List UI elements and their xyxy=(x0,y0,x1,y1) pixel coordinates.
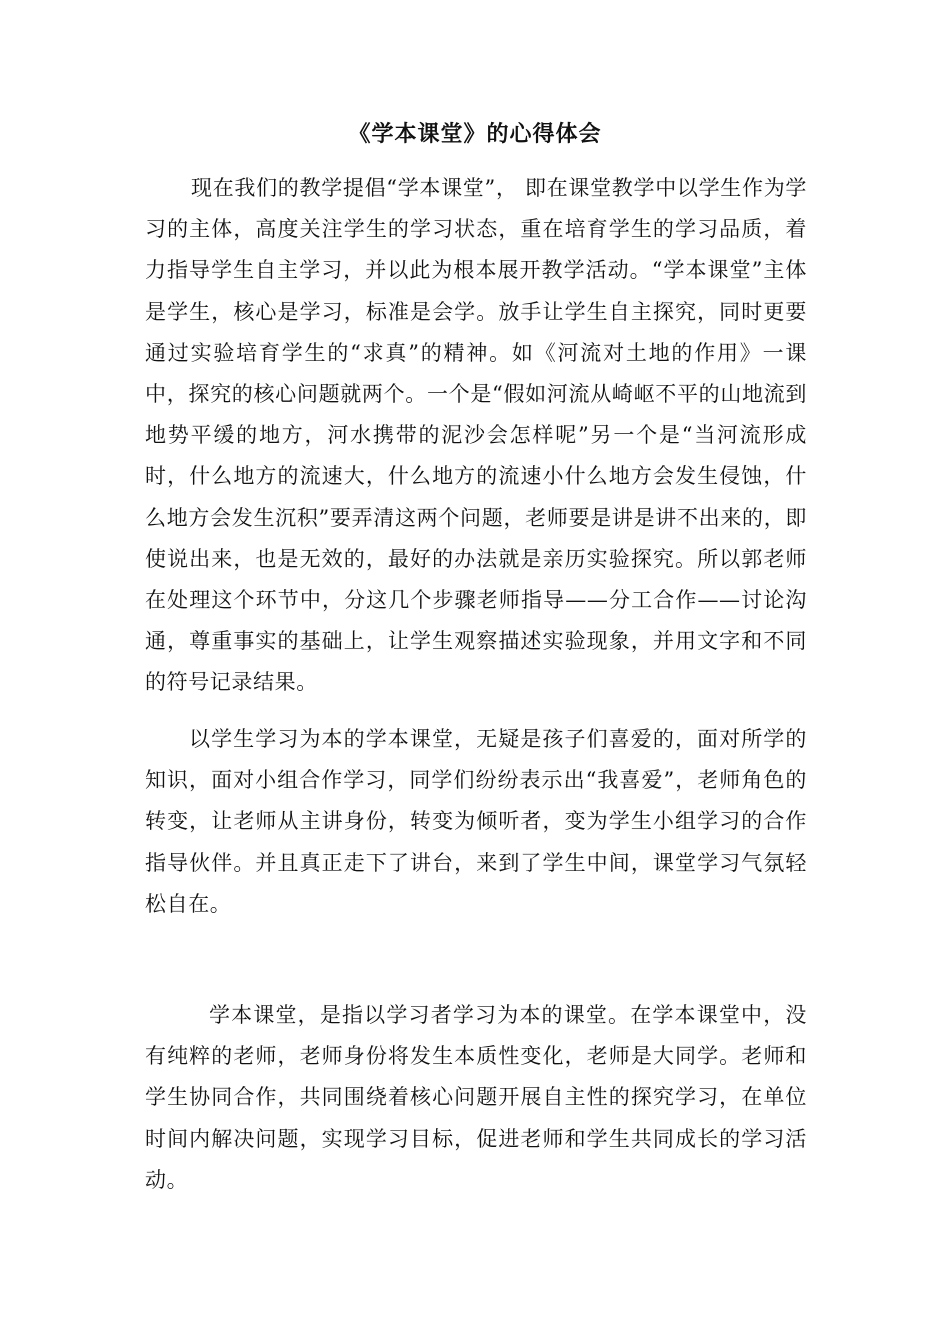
paragraph-1: 现在我们的教学提倡“学本课堂”， 即在课堂教学中以学生作为学习的主体，高度关注学生的学习状态，重在培育学生的学习品质，着力指导学生自主学习，并以此为根本展开教学活动。“学本课堂”主体是学生，核心是学习，标准是会学。放手让学生自主探究，同时更要通过实验培育学生的“求真”的精神。如《河流对土地的作用》一课中，探究的核心问题就两个。一个是“假如河流从崎岖不平的山地流到地势平缓的地方，河水携带的泥沙会怎样呢”另一个是“当河流形成时，什么地方的流速大，什么地方的流速小什么地方会发生侵蚀，什么地方会发生沉积”要弄清这两个问题，老师要是讲是讲不出来的，即使说出来，也是无效的，最好的办法就是亲历实验探究。所以郭老师在处理这个环节中，分这几个步骤老师指导——分工合作——讨论沟通，尊重事实的基础上，让学生观察描述实验现象，并用文字和不同的符号记录结果。 xyxy=(145,176,807,695)
paragraph-2: 以学生学习为本的学本课堂，无疑是孩子们喜爱的，面对所学的知识，面对小组合作学习，同学们纷纷表示出“我喜爱”，老师角色的转变，让老师从主讲身份，转变为倾听者，变为学生小组学习的合作指导伙伴。并且真正走下了讲台，来到了学生中间，课堂学习气氛轻松自在。 xyxy=(145,727,807,916)
document-title: 《学本课堂》的心得体会 xyxy=(348,121,602,147)
paragraph-3: 学本课堂，是指以学习者学习为本的课堂。在学本课堂中，没有纯粹的老师，老师身份将发生本质性变化，老师是大同学。老师和学生协同合作，共同围绕着核心问题开展自主性的探究学习，在单位时间内解决问题，实现学习目标，促进老师和学生共同成长的学习活动。 xyxy=(145,1003,807,1192)
